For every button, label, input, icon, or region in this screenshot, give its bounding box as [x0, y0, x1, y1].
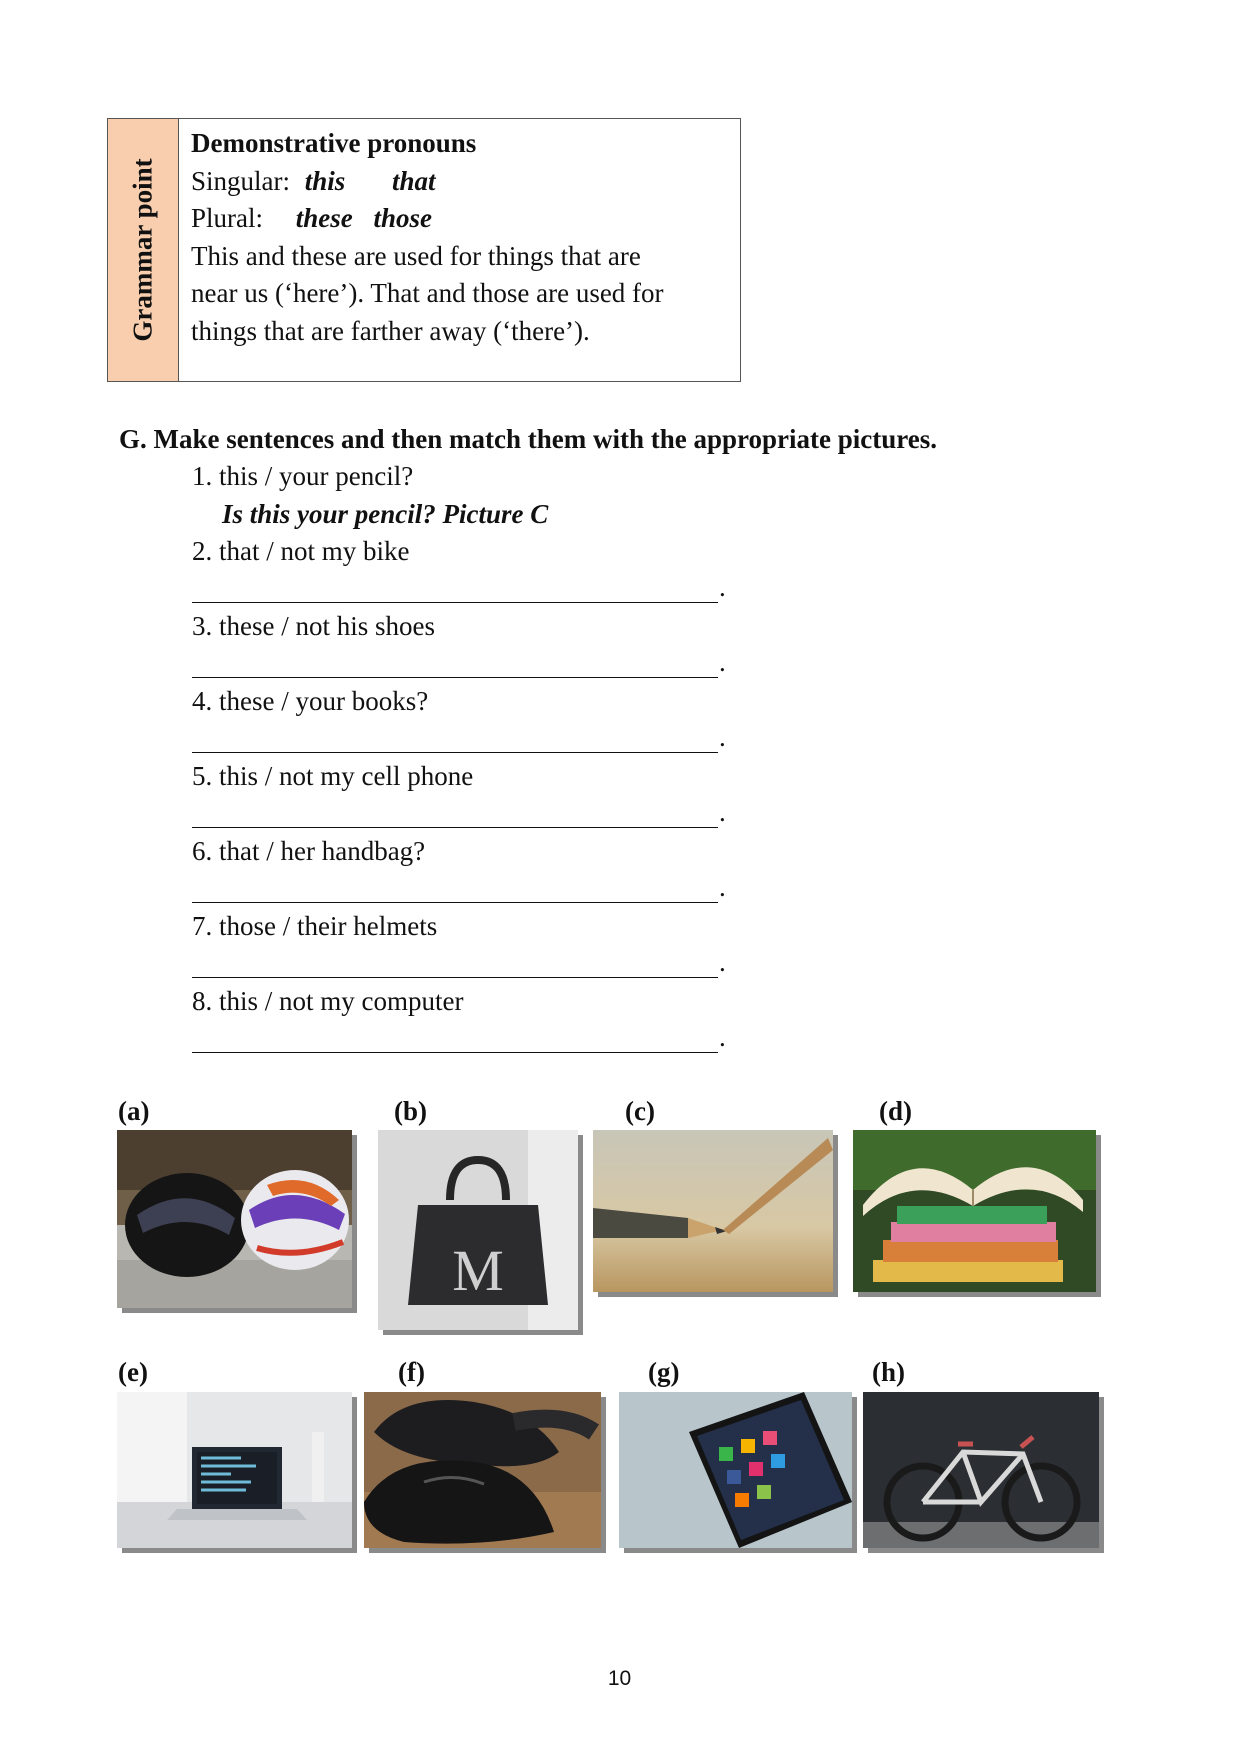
- answer-blank[interactable]: [192, 796, 718, 828]
- singular-label: Singular:: [191, 165, 290, 196]
- grammar-point-label: Grammar point: [127, 158, 158, 342]
- shoes-image: [364, 1392, 601, 1548]
- exercise-prompt: 8. this / not my computer: [192, 986, 464, 1016]
- grammar-point-body: [179, 119, 664, 381]
- grammar-explanation-line: near us (‘here’). That and those are used for: [191, 278, 664, 308]
- picture-label-e: (e): [118, 1357, 148, 1387]
- answer-period: .: [719, 946, 726, 977]
- exercise-list: [192, 458, 726, 1058]
- plural-word-these: these: [295, 203, 353, 233]
- grammar-title: Demonstrative pronouns: [191, 128, 477, 158]
- picture-label-f: (f): [398, 1357, 425, 1387]
- singular-word-that: that: [392, 165, 436, 196]
- answer-period: .: [719, 796, 726, 827]
- answer-line[interactable]: [192, 946, 726, 984]
- answer-period: .: [719, 721, 726, 752]
- plural-label: Plural:: [191, 203, 263, 233]
- exercise-prompt: 7. those / their helmets: [192, 911, 438, 941]
- singular-word-this: this: [304, 165, 346, 196]
- exercise-example-answer: Is this your pencil? Picture C: [222, 498, 549, 529]
- exercise-prompt: 3. these / not his shoes: [192, 611, 435, 641]
- grammar-singular-row: [191, 163, 664, 201]
- grammar-explanation-line: things that are farther away (‘there’).: [191, 315, 590, 346]
- page-number: 10: [607, 1667, 632, 1690]
- exercise-prompt: 1. this / your pencil?: [192, 461, 414, 491]
- answer-blank[interactable]: [192, 1021, 718, 1053]
- handbag-image: [378, 1130, 578, 1330]
- grammar-plural-row: [191, 200, 664, 238]
- answer-blank[interactable]: [192, 646, 718, 678]
- answer-blank[interactable]: [192, 871, 718, 903]
- exercise-prompt: 2. that / not my bike: [192, 536, 410, 566]
- exercise-heading: G. Make sentences and then match them with the appropriate pictures.: [119, 424, 937, 454]
- answer-period: .: [719, 871, 726, 902]
- helmets-image: [117, 1130, 352, 1308]
- answer-blank[interactable]: [192, 721, 718, 753]
- cell-phone-image: [619, 1392, 852, 1548]
- exercise-prompt: 6. that / her handbag?: [192, 836, 426, 866]
- answer-period: .: [719, 1021, 726, 1052]
- picture-label-a: (a): [118, 1096, 150, 1126]
- answer-line[interactable]: [192, 721, 726, 759]
- picture-label-h: (h): [872, 1357, 905, 1387]
- exercise-prompt: 4. these / your books?: [192, 686, 429, 716]
- picture-label-c: (c): [625, 1096, 655, 1126]
- answer-blank[interactable]: [192, 571, 718, 603]
- grammar-point-side-tab: [108, 119, 179, 381]
- answer-period: .: [719, 646, 726, 677]
- exercise-prompt: 5. this / not my cell phone: [192, 761, 474, 791]
- laptop-computer-image: [117, 1392, 352, 1548]
- answer-line[interactable]: [192, 871, 726, 909]
- answer-line[interactable]: [192, 646, 726, 684]
- svg-text:M: M: [452, 1238, 504, 1303]
- answer-blank[interactable]: [192, 946, 718, 978]
- answer-period: .: [719, 571, 726, 602]
- grammar-explanation-line: This and these are used for things that are: [191, 240, 641, 271]
- books-image: [853, 1130, 1096, 1292]
- answer-line[interactable]: [192, 796, 726, 834]
- picture-label-b: (b): [394, 1096, 427, 1126]
- answer-line[interactable]: [192, 571, 726, 609]
- picture-label-g: (g): [648, 1357, 680, 1387]
- answer-line[interactable]: [192, 1021, 726, 1059]
- grammar-point-box: [107, 118, 741, 382]
- bike-image: [863, 1392, 1099, 1548]
- picture-label-d: (d): [879, 1096, 912, 1126]
- plural-word-those: those: [373, 203, 433, 233]
- pencil-image: [593, 1130, 833, 1292]
